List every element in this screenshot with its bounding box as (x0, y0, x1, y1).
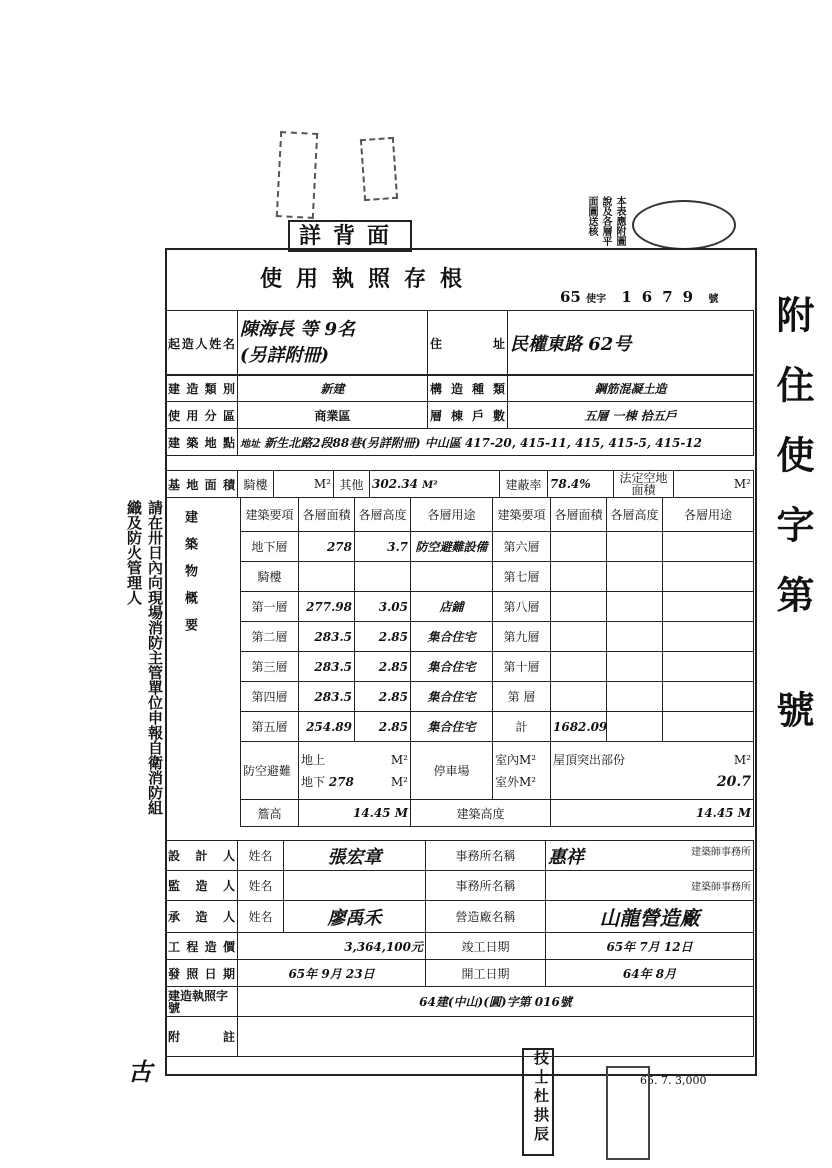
doc-title: 使用執照存根 (260, 266, 477, 292)
other-value: 302.34 M² (370, 471, 500, 498)
right-margin-note: 附住使字第 號 (770, 295, 815, 761)
floor-row (241, 652, 754, 682)
floor-use: 集合住宅 (411, 682, 493, 712)
site-value: 地址 新生北路2段88巷(另詳附冊) 中山區 417-20, 415-11, 415, 415-5, 415-12 (238, 429, 754, 456)
floor-row (241, 592, 754, 622)
hdr-use: 各層用途 (411, 498, 493, 532)
floor-area (299, 562, 355, 592)
floor-name: 地下層 (241, 532, 299, 562)
floor-name: 第四層 (241, 682, 299, 712)
back-side-stamp: 詳背面 (288, 220, 412, 252)
area-table (165, 470, 754, 498)
floors-label: 層棟戶數 (428, 402, 508, 429)
designer-name-label: 姓名 (238, 841, 284, 871)
contractor-name-label: 姓名 (238, 901, 284, 933)
completion-value: 65年 7月 12日 (546, 933, 754, 960)
floor-use (411, 562, 493, 592)
floor-height: 3.7 (355, 532, 411, 562)
floor-height: 2.85 (355, 712, 411, 742)
factory-name: 山龍營造廠 (546, 901, 754, 933)
note-value (238, 1017, 754, 1057)
floor-use-right (663, 622, 754, 652)
floor-row (241, 622, 754, 652)
floor-use-right (663, 712, 754, 742)
legal-unit: M² (674, 471, 754, 498)
floor-height-right (607, 592, 663, 622)
floor-height: 3.05 (355, 592, 411, 622)
floor-name-right: 第 層 (493, 682, 551, 712)
print-note: 65. 7. 3,000 (640, 1074, 707, 1087)
side-note-stamp: 本表應附圖說及各層平面圖送核 (586, 196, 625, 246)
floor-use: 集合住宅 (411, 652, 493, 682)
floor-use: 集合住宅 (411, 712, 493, 742)
floor-height-right (607, 562, 663, 592)
issue-label: 發照日期 (166, 960, 238, 987)
bldg-height-value: 14.45 M (551, 800, 754, 827)
floor-name: 第二層 (241, 622, 299, 652)
parking-values: 室內M² 室外M² (493, 742, 551, 800)
floor-area-right (551, 562, 607, 592)
floor-rows (241, 532, 754, 742)
floor-row (241, 562, 754, 592)
arcade-label: 騎樓 (238, 471, 274, 498)
floor-height: 2.85 (355, 622, 411, 652)
floor-row (241, 682, 754, 712)
designer-label: 設計人 (166, 841, 238, 871)
roof-cell: 屋頂突出部份 M² 20.7 (551, 742, 754, 800)
supervisor-name-label: 姓名 (238, 871, 284, 901)
license-number: 65 使字 1679 號 (560, 288, 719, 306)
permit-value: 64建(中山)(圓)字第 016號 (238, 987, 754, 1017)
seal-stamp-1 (276, 131, 318, 219)
supervisor-firm: 建築師事務所 (546, 871, 754, 901)
issue-value: 65年 9月 23日 (238, 960, 426, 987)
floor-area: 283.5 (299, 682, 355, 712)
floor-name-right: 計 (493, 712, 551, 742)
hdr-height-2: 各層高度 (607, 498, 663, 532)
floor-name-right: 第九層 (493, 622, 551, 652)
contractor-name: 廖禹禾 (284, 901, 426, 933)
coverage-label: 建蔽率 (500, 471, 548, 498)
owner-table (165, 310, 754, 376)
designer-firm: 惠祥 建築師事務所 (546, 841, 754, 871)
floor-area-right (551, 532, 607, 562)
left-margin-char: 古 (128, 1057, 152, 1086)
owner-value: 陳海長 等 9名 (另詳附冊) (238, 311, 428, 376)
coverage-value: 78.4% (548, 471, 614, 498)
floor-use-right (663, 562, 754, 592)
floors-vertical-label: 建築物概要 (182, 510, 197, 645)
floor-name: 第五層 (241, 712, 299, 742)
arcade-unit: M² (274, 471, 334, 498)
permit-label: 建造執照字號 (166, 987, 238, 1017)
hdr-height: 各層高度 (355, 498, 411, 532)
zone-label: 使用分區 (166, 402, 238, 429)
floor-name-right: 第七層 (493, 562, 551, 592)
legal-label: 法定空地面積 (614, 471, 674, 498)
floor-height: 2.85 (355, 652, 411, 682)
floors-table (240, 497, 754, 827)
floor-use-right (663, 532, 754, 562)
oval-seal (632, 200, 736, 250)
completion-label: 竣工日期 (426, 933, 546, 960)
signature-seal (606, 1066, 650, 1160)
floor-use-right (663, 682, 754, 712)
shelter-values: 地上 M² 地下 278 M² (299, 742, 411, 800)
floor-name-right: 第八層 (493, 592, 551, 622)
left-margin-note: 請在卅日內向現場消防主管單位申報自衛消防組織及防火管理人 (125, 500, 164, 815)
eaves-value: 14.45 M (299, 800, 411, 827)
structure-value: 鋼筋混凝土造 (508, 375, 754, 402)
floor-use: 集合住宅 (411, 622, 493, 652)
floor-use-right (663, 592, 754, 622)
floor-area: 278 (299, 532, 355, 562)
floor-area-right: 1682.09 (551, 712, 607, 742)
cost-value: 3,364,100元 (238, 933, 426, 960)
floor-name-right: 第六層 (493, 532, 551, 562)
firm-label: 事務所名稱 (426, 841, 546, 871)
structure-label: 構造種類 (428, 375, 508, 402)
floor-area-right (551, 592, 607, 622)
floor-area-right (551, 682, 607, 712)
hdr-area-2: 各層面積 (551, 498, 607, 532)
supervisor-firm-label: 事務所名稱 (426, 871, 546, 901)
floor-use-right (663, 652, 754, 682)
hdr-item-2: 建築要項 (493, 498, 551, 532)
floor-height-right (607, 532, 663, 562)
hdr-item: 建築要項 (241, 498, 299, 532)
designer-name: 張宏章 (284, 841, 426, 871)
address-value: 民權東路 62号 (508, 311, 754, 376)
floor-area: 254.89 (299, 712, 355, 742)
floor-area: 277.98 (299, 592, 355, 622)
floor-name: 騎樓 (241, 562, 299, 592)
site-label: 建築地點 (166, 429, 238, 456)
hdr-use-2: 各層用途 (663, 498, 754, 532)
floor-height-right (607, 652, 663, 682)
zone-value: 商業區 (238, 402, 428, 429)
engineer-stamp: 技士杜拱辰 (522, 1048, 554, 1156)
floor-name: 第一層 (241, 592, 299, 622)
supervisor-name (284, 871, 426, 901)
cost-label: 工程造價 (166, 933, 238, 960)
category-value: 新建 (238, 375, 428, 402)
floor-row (241, 712, 754, 742)
floor-height (355, 562, 411, 592)
other-label: 其他 (334, 471, 370, 498)
factory-label: 營造廠名稱 (426, 901, 546, 933)
parties-table (165, 840, 754, 1057)
floor-name-right: 第十層 (493, 652, 551, 682)
floor-height-right (607, 712, 663, 742)
shelter-label: 防空避難 (241, 742, 299, 800)
eaves-label: 簷高 (241, 800, 299, 827)
bldg-height-label: 建築高度 (411, 800, 551, 827)
building-table (165, 374, 754, 456)
floor-area-right (551, 622, 607, 652)
seal-stamp-2 (360, 137, 398, 201)
note-label: 附註 (166, 1017, 238, 1057)
address-label: 住址 (428, 311, 508, 376)
floor-area-right (551, 652, 607, 682)
floor-area: 283.5 (299, 622, 355, 652)
floor-row (241, 532, 754, 562)
floor-use: 店鋪 (411, 592, 493, 622)
floor-height-right (607, 622, 663, 652)
hdr-area: 各層面積 (299, 498, 355, 532)
floor-use: 防空避難設備 (411, 532, 493, 562)
floors-value: 五層 一棟 拾五戶 (508, 402, 754, 429)
floor-height-right (607, 682, 663, 712)
supervisor-label: 監造人 (166, 871, 238, 901)
start-label: 開工日期 (426, 960, 546, 987)
start-value: 64年 8月 (546, 960, 754, 987)
floor-name: 第三層 (241, 652, 299, 682)
category-label: 建造類別 (166, 375, 238, 402)
parking-label: 停車場 (411, 742, 493, 800)
floor-area: 283.5 (299, 652, 355, 682)
area-label: 基地面積 (166, 471, 238, 498)
contractor-label: 承造人 (166, 901, 238, 933)
owner-label: 起造人姓名 (166, 311, 238, 376)
floor-height: 2.85 (355, 682, 411, 712)
